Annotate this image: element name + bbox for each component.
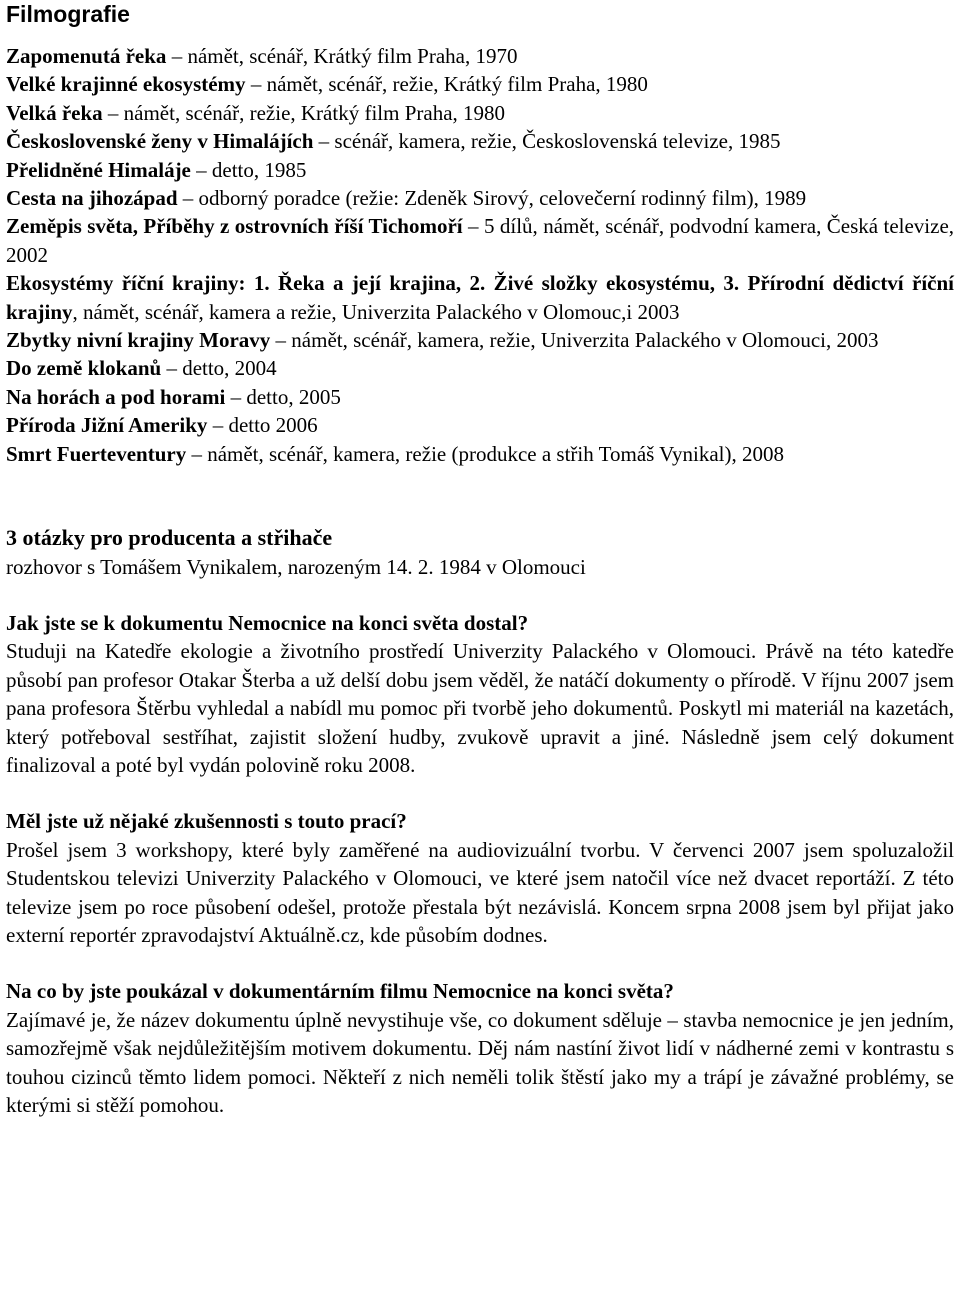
film-title: Zapomenutá řeka xyxy=(6,44,167,68)
film-detail: námět, scénář, kamera, režie, Univerzita Palackého v Olomouci, 2003 xyxy=(291,328,879,353)
film-detail: detto, 2005 xyxy=(246,384,341,409)
film-title: Ekosystémy říční krajiny: 1. Řeka a její krajina, 2. Živé složky ekosystému, 3. Přírodní dědictví říční krajiny xyxy=(6,271,954,324)
interview-answer: Prošel jsem 3 workshopy, které byly zaměřené na audiovizuální tvorbu. V červenci 2007 jsem spoluzaložil Studentskou televizi Univerzity Palackého v Olomouci, ve které jsem natočil více než dvacet reportáží. Z této televize jsem po roce působení odešel, protože přestala být nezávislá. Koncem srpna 2008 jsem byl přijat jako externí reportér zpravodajství Aktuálně.cz, kde působím dodnes. xyxy=(6,837,954,947)
interview-subtitle: rozhovor s Tomášem Vynikalem, narozeným 14. 2. 1984 v Olomouci xyxy=(6,554,586,579)
film-entry xyxy=(6,156,954,184)
page-title: Filmografie xyxy=(6,1,130,27)
qa-block xyxy=(6,977,954,1119)
film-separator: – xyxy=(462,214,484,239)
film-title: Cesta na jihozápad xyxy=(6,186,178,211)
film-title: Na horách a pod horami xyxy=(6,384,226,409)
film-separator: – xyxy=(313,129,335,154)
film-separator: – xyxy=(177,186,199,211)
film-detail: námět, scénář, kamera, režie (produkce a střih Tomáš Vynikal), 2008 xyxy=(207,441,785,466)
film-detail: námět, scénář, Krátký film Praha, 1970 xyxy=(187,44,518,68)
film-separator: – xyxy=(190,157,212,182)
film-detail: detto, 1985 xyxy=(211,157,307,182)
film-entry xyxy=(6,42,954,70)
film-title: Do země klokanů xyxy=(6,356,162,381)
film-title: Přelidněné Himaláje xyxy=(6,157,191,182)
film-detail: odborný poradce (režie: Zdeněk Sirový, celovečerní rodinný film), 1989 xyxy=(198,186,807,211)
qa-block xyxy=(6,807,954,949)
film-detail: 5 dílů, námět, scénář, podvodní kamera, Česká televize, 2002 xyxy=(6,214,955,267)
film-title: Zbytky nivní krajiny Moravy xyxy=(6,328,271,353)
film-separator: – xyxy=(161,356,183,381)
film-detail: námět, scénář, režie, Krátký film Praha, 1980 xyxy=(266,72,648,97)
interview-answer: Zajímavé je, že název dokumentu úplně nevystihuje vše, co dokument sděluje – stavba nemocnice je jen jedním, samozřejmě však nejdůležitějším motivem dokumentu. Děj nám nastíní život lidí v nádherné zemi v kontrastu s touhou cizinců těmto lidem pomoci. Někteří z nich neměli tolik štěstí jako my a trápí je závažné problémy, se kterými si stěží pomohou. xyxy=(6,1007,954,1117)
film-separator: – xyxy=(102,100,124,125)
film-separator: , xyxy=(72,299,84,324)
film-title: Velká řeka xyxy=(6,100,103,125)
film-separator: – xyxy=(207,413,229,438)
film-entry xyxy=(6,383,954,411)
film-title: Smrt Fuerteventury xyxy=(6,441,187,466)
film-entry xyxy=(6,70,954,98)
film-title: Příroda Jižní Ameriky xyxy=(6,413,208,438)
film-entry xyxy=(6,99,954,127)
interview-question: Měl jste už nějaké zkušennosti s touto prací? xyxy=(6,809,407,834)
interview-title: 3 otázky pro producenta a střihače xyxy=(6,525,333,551)
film-separator: – xyxy=(186,441,208,466)
interview-question: Jak jste se k dokumentu Nemocnice na konci světa dostal? xyxy=(6,610,529,635)
film-detail: detto 2006 xyxy=(228,413,318,438)
film-entry xyxy=(6,440,954,468)
film-entry xyxy=(6,326,954,354)
interview-question: Na co by jste poukázal v dokumentárním filmu Nemocnice na konci světa? xyxy=(6,979,674,1004)
film-entry xyxy=(6,269,954,326)
film-title: Zeměpis světa, Příběhy z ostrovních říší Tichomoří xyxy=(6,214,463,239)
qa-block xyxy=(6,609,954,779)
filmography-list xyxy=(6,42,954,468)
film-separator: – xyxy=(245,72,267,97)
film-separator: – xyxy=(225,384,247,409)
film-detail: námět, scénář, režie, Krátký film Praha, 1980 xyxy=(123,100,506,125)
film-entry xyxy=(6,184,954,212)
film-entry xyxy=(6,212,954,269)
film-detail: námět, scénář, kamera a režie, Univerzita Palackého v Olomouc,i 2003 xyxy=(83,299,680,324)
film-title: Československé ženy v Himalájích xyxy=(6,129,314,154)
interview-answer: Studuji na Katedře ekologie a životního prostředí Univerzity Palackého v Olomouci. Právě na této katedře působí pan profesor Otakar Šterba a už delší dobu jsem věděl, že natáčí dokumenty o přírodě. V říjnu 2007 jsem pana profesora Štěrbu vyhledal a nabídl mu pomoc při tvorbě jeho dokumentů. Poskytl mi materiál na kazetách, který potřeboval sestříhat, zajistit složení hudby, zvukově upravit a jiné. Následně jsem celý dokument finalizoval a poté byl vydán polovině roku 2008. xyxy=(6,639,954,777)
film-entry xyxy=(6,127,954,155)
film-title: Velké krajinné ekosystémy xyxy=(6,72,246,97)
film-detail: scénář, kamera, režie, Československá televize, 1985 xyxy=(334,129,781,154)
film-entry xyxy=(6,354,954,382)
film-entry xyxy=(6,411,954,439)
film-detail: detto, 2004 xyxy=(182,356,277,381)
film-separator: – xyxy=(166,44,188,68)
film-separator: – xyxy=(270,328,292,353)
